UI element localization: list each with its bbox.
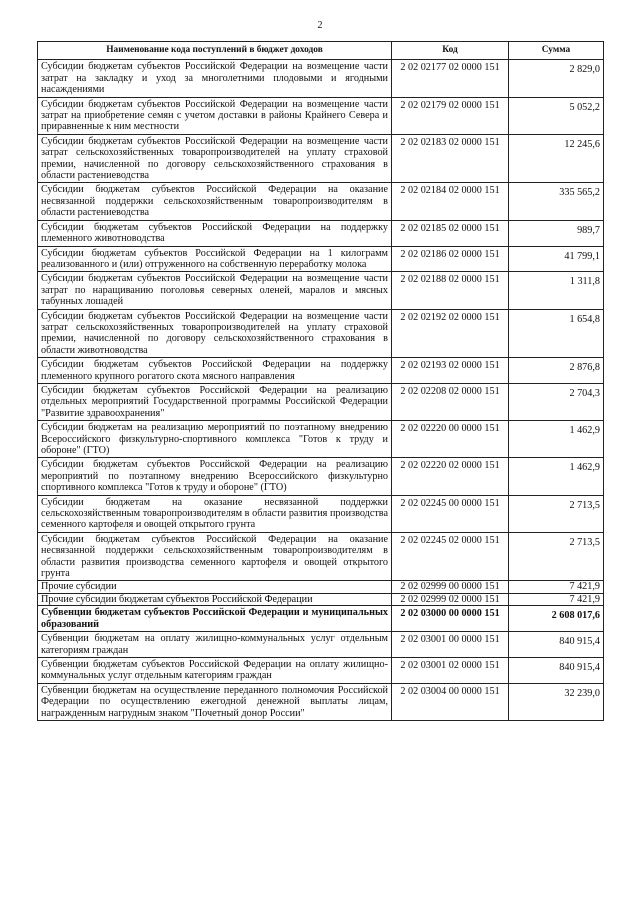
- row-sum: 1 462,9: [509, 458, 604, 495]
- row-sum: 5 052,2: [509, 97, 604, 134]
- header-sum: Сумма: [509, 42, 604, 60]
- revenue-table-container: [37, 41, 603, 721]
- page-number: 2: [317, 20, 323, 31]
- row-name: Субсидии бюджетам субъектов Российской Федерации на поддержку племенного животноводства: [38, 220, 392, 246]
- row-name: Субсидии бюджетам субъектов Российской Федерации на реализацию мероприятий по поэтапному внедрению Всероссийского физкультурно спортивного комплекса "Готов к труду и обороне" (ГТО): [38, 458, 392, 495]
- row-name: Субсидии бюджетам субъектов Российской Федерации на возмещение части затрат на приобретение семян с учетом доставки в районы Крайнего Севера и приравненные к ним местности: [38, 97, 392, 134]
- table-row: [38, 272, 604, 309]
- row-sum: 12 245,6: [509, 134, 604, 183]
- table-row: [38, 309, 604, 358]
- row-sum: 335 565,2: [509, 183, 604, 220]
- row-code: 2 02 02186 02 0000 151: [392, 246, 509, 272]
- row-name: Субвенции бюджетам на осуществление переданного полномочия Российской Федерации по осуществлению ежегодной денежной выплаты лицам, награжденным нагрудным знаком "Почетный донор России": [38, 683, 392, 720]
- row-code: 2 02 02185 02 0000 151: [392, 220, 509, 246]
- row-name: Субсидии бюджетам на реализацию мероприятий по поэтапному внедрению Всероссийского физкультурно-спортивного комплекса "Готов к труду и обороне" (ГТО): [38, 421, 392, 458]
- row-name: Субсидии бюджетам субъектов Российской Федерации на возмещение части затрат на закладку и уход за многолетними плодовыми и ягодными насаждениями: [38, 60, 392, 97]
- row-code: 2 02 02183 02 0000 151: [392, 134, 509, 183]
- row-name: Прочие субсидии: [38, 581, 392, 593]
- row-code: 2 02 02999 02 0000 151: [392, 593, 509, 605]
- row-code: 2 02 02193 02 0000 151: [392, 358, 509, 384]
- row-name: Субсидии бюджетам субъектов Российской Федерации на оказание несвязанной поддержки сельскохозяйственным товаропроизводителям в области развития производства семенного картофеля и овощей открытого грунта: [38, 532, 392, 581]
- table-row: [38, 134, 604, 183]
- row-code: 2 02 02188 02 0000 151: [392, 272, 509, 309]
- table-row: [38, 60, 604, 97]
- row-sum: 2 704,3: [509, 383, 604, 420]
- row-code: 2 02 02184 02 0000 151: [392, 183, 509, 220]
- row-sum: 41 799,1: [509, 246, 604, 272]
- row-name: Субвенции бюджетам субъектов Российской Федерации и муниципальных образований: [38, 606, 392, 632]
- table-row: [38, 220, 604, 246]
- table-row: [38, 383, 604, 420]
- table-row: [38, 246, 604, 272]
- row-sum: 840 915,4: [509, 657, 604, 683]
- row-name: Субсидии бюджетам субъектов Российской Федерации на поддержку племенного крупного рогатого скота мясного направления: [38, 358, 392, 384]
- row-code: 2 02 02208 02 0000 151: [392, 383, 509, 420]
- row-sum: 840 915,4: [509, 632, 604, 658]
- row-sum: 32 239,0: [509, 683, 604, 720]
- row-code: 2 02 02999 00 0000 151: [392, 581, 509, 593]
- table-body: [38, 60, 604, 721]
- table-header-row: [38, 42, 604, 60]
- row-name: Субсидии бюджетам субъектов Российской Федерации на возмещение части затрат сельскохозяйственных товаропроизводителей на уплату страховой премии, начисленной по договору сельскохозяйственного страхования в области животноводства: [38, 309, 392, 358]
- row-name: Субсидии бюджетам субъектов Российской Федерации на оказание несвязанной поддержки сельскохозяйственным товаропроизводителям в области растениеводства: [38, 183, 392, 220]
- row-sum: 7 421,9: [509, 581, 604, 593]
- row-name: Прочие субсидии бюджетам субъектов Российской Федерации: [38, 593, 392, 605]
- row-name: Субвенции бюджетам на оплату жилищно-коммунальных услуг отдельным категориям граждан: [38, 632, 392, 658]
- row-code: 2 02 03004 00 0000 151: [392, 683, 509, 720]
- row-name: Субсидии бюджетам на оказание несвязанной поддержки сельскохозяйственным товаропроизводителям в области развития производства семенного картофеля и овощей открытого грунта: [38, 495, 392, 532]
- revenue-table: [37, 41, 604, 721]
- row-sum: 1 311,8: [509, 272, 604, 309]
- row-name: Субсидии бюджетам субъектов Российской Федерации на возмещение части затрат по наращиванию поголовья северных оленей, маралов и мясных табунных лошадей: [38, 272, 392, 309]
- table-row: [38, 495, 604, 532]
- row-sum: 1 654,8: [509, 309, 604, 358]
- table-row: [38, 183, 604, 220]
- row-code: 2 02 02179 02 0000 151: [392, 97, 509, 134]
- row-code: 2 02 03000 00 0000 151: [392, 606, 509, 632]
- table-row: [38, 593, 604, 605]
- row-sum: 2 713,5: [509, 495, 604, 532]
- row-code: 2 02 02245 02 0000 151: [392, 532, 509, 581]
- table-row: [38, 606, 604, 632]
- row-code: 2 02 02220 00 0000 151: [392, 421, 509, 458]
- row-sum: 2 608 017,6: [509, 606, 604, 632]
- row-code: 2 02 03001 00 0000 151: [392, 632, 509, 658]
- row-sum: 989,7: [509, 220, 604, 246]
- table-row: [38, 683, 604, 720]
- row-code: 2 02 03001 02 0000 151: [392, 657, 509, 683]
- row-name: Субвенции бюджетам субъектов Российской Федерации на оплату жилищно-коммунальных услуг отдельным категориям граждан: [38, 657, 392, 683]
- table-row: [38, 532, 604, 581]
- row-code: 2 02 02177 02 0000 151: [392, 60, 509, 97]
- table-row: [38, 358, 604, 384]
- table-row: [38, 458, 604, 495]
- header-name: Наименование кода поступлений в бюджет доходов: [38, 42, 392, 60]
- row-code: 2 02 02245 00 0000 151: [392, 495, 509, 532]
- row-name: Субсидии бюджетам субъектов Российской Федерации на 1 килограмм реализованного и (или) отгруженного на собственную переработку молока: [38, 246, 392, 272]
- table-row: [38, 657, 604, 683]
- table-row: [38, 97, 604, 134]
- row-sum: 7 421,9: [509, 593, 604, 605]
- row-sum: 2 713,5: [509, 532, 604, 581]
- row-sum: 2 829,0: [509, 60, 604, 97]
- row-code: 2 02 02192 02 0000 151: [392, 309, 509, 358]
- row-sum: 2 876,8: [509, 358, 604, 384]
- row-code: 2 02 02220 02 0000 151: [392, 458, 509, 495]
- table-row: [38, 632, 604, 658]
- table-row: [38, 421, 604, 458]
- row-name: Субсидии бюджетам субъектов Российской Федерации на реализацию отдельных мероприятий Государственной программы Российской Федерации "Развитие здравоохранения": [38, 383, 392, 420]
- table-row: [38, 581, 604, 593]
- row-sum: 1 462,9: [509, 421, 604, 458]
- row-name: Субсидии бюджетам субъектов Российской Федерации на возмещение части затрат сельскохозяйственных товаропроизводителей на уплату страховой премии, начисленной по договору сельскохозяйственного страхования в области растениеводства: [38, 134, 392, 183]
- header-code: Код: [392, 42, 509, 60]
